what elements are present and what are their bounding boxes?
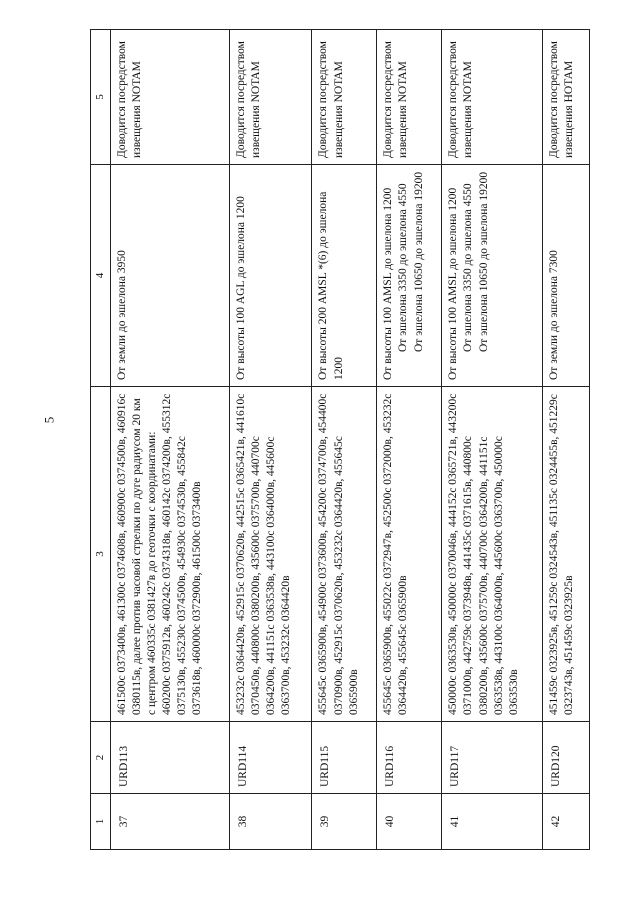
coordinates-cell (442, 387, 543, 722)
coordinates: 461500с 0373400в, 461300с 0374608в, 460900с 0374500в, 460916с 0380115в, далее против часовой стрелки по дуге радиусом 20 км с центром 460335с 0381427в до геоточки с координатами: 460200с 0375912в, 460242с 0374318в, 460142с 0374200в, 455312с 0375130в, 455230с 0374500в, 454930с 0374530в, 455842с 0373618в, 460000с 0372900в, 461500с 0373400в (115, 393, 204, 715)
note-cell: Доводится посредством извещения NOTAM (377, 30, 442, 165)
airspace-table (90, 29, 590, 850)
coordinates: 455645с 0365900в, 454900с 0373600в, 454200с 0374700в, 454400с 0370900в, 452915с 0370620в, 453232с 0364420в, 455645с 0365900в (317, 393, 360, 715)
altitude-line: От высоты 100 AGL до эшелона 1200 (234, 196, 247, 380)
header-col-5: 5 (91, 30, 111, 165)
header-col-4: 4 (91, 165, 111, 387)
page-number: 5 (41, 416, 57, 424)
row-number: 38 (229, 794, 312, 850)
note-cell: Доводится посредством извещения NOTAM (442, 30, 543, 165)
header-col-3: 3 (91, 387, 111, 722)
altitude-line: От земли до эшелона 3950 (115, 250, 128, 380)
row-number: 42 (543, 794, 590, 850)
altitude-line: От высоты 100 AMSL до эшелона 1200 (382, 187, 395, 380)
coordinates: 450000с 0363530в, 450000с 0370046в, 444152с 0365721в, 443200с 0371000в, 442759с 0373948в, 441435с 0371615в, 440800с 0380200в, 435600с 0375700в, 440700с 0364200в, 441151с 0363538в, 443100с 0364000в, 445600с 0363700в, 450000с 0363530в (447, 393, 520, 715)
table-row (229, 30, 312, 850)
coordinates-cell (312, 387, 377, 722)
coordinates: 453232с 0364420в, 452915с 0370620в, 442515с 0365421в, 441610с 0370450в, 440800с 0380200в, 435600с 0375700в, 440700с 0364200в, 441151с 0363538в, 443100с 0364000в, 445600с 0363700в, 453232с 0364420в (234, 393, 293, 715)
altitude-line: От эшелона 10650 до эшелона 19200 (412, 171, 425, 352)
table-row (543, 30, 590, 850)
altitude-cell (543, 165, 590, 387)
row-number: 37 (110, 794, 229, 850)
table-row (377, 30, 442, 850)
altitude-line: От эшелона 3350 до эшелона 4550 (397, 183, 410, 352)
zone-code: URD113 (110, 722, 229, 794)
rotated-table-wrapper (90, 30, 590, 850)
zone-code: URD116 (377, 722, 442, 794)
altitude-line: От высоты 200 AMSL *(6) до эшелона 1200 (317, 191, 345, 380)
zone-code: URD115 (312, 722, 377, 794)
altitude-line: От земли до эшелона 7300 (548, 250, 561, 380)
altitude-cell (229, 165, 312, 387)
altitude-cell (312, 165, 377, 387)
altitude-cell (442, 165, 543, 387)
note-cell: Доводится посредством извещения NOTAM (312, 30, 377, 165)
altitude-cell (110, 165, 229, 387)
altitude-line: От эшелона 10650 до эшелона 19200 (477, 171, 490, 352)
header-row (91, 30, 111, 850)
coordinates-cell (377, 387, 442, 722)
altitude-line: От высоты 100 AMSL до эшелона 1200 (447, 187, 460, 380)
coordinates: 455645с 0365900в, 455022с 0372947в, 452500с 0372000в, 453232с 0364420в, 455645с 0365900в (382, 393, 410, 715)
altitude-line: От эшелона 3350 до эшелона 4550 (462, 183, 475, 352)
coordinates-cell (110, 387, 229, 722)
note-cell: Доводится посредством извещения NOTAM (110, 30, 229, 165)
row-number: 40 (377, 794, 442, 850)
zone-code: URD114 (229, 722, 312, 794)
header-col-2: 2 (91, 722, 111, 794)
note-cell: Доводится посредством извещения НОТАМ (543, 30, 590, 165)
table-row (442, 30, 543, 850)
coordinates-cell (543, 387, 590, 722)
coordinates-cell (229, 387, 312, 722)
table-row (110, 30, 229, 850)
zone-code: URD117 (442, 722, 543, 794)
row-number: 41 (442, 794, 543, 850)
table-row (312, 30, 377, 850)
altitude-cell (377, 165, 442, 387)
header-col-1: 1 (91, 794, 111, 850)
note-cell: Доводится посредством извещения NOTAM (229, 30, 312, 165)
zone-code: URD120 (543, 722, 590, 794)
row-number: 39 (312, 794, 377, 850)
coordinates: 451459с 0323925в, 451259с 0324543в, 451135с 0324455в, 451229с 0323743в, 451459с 0323925в (548, 394, 576, 715)
